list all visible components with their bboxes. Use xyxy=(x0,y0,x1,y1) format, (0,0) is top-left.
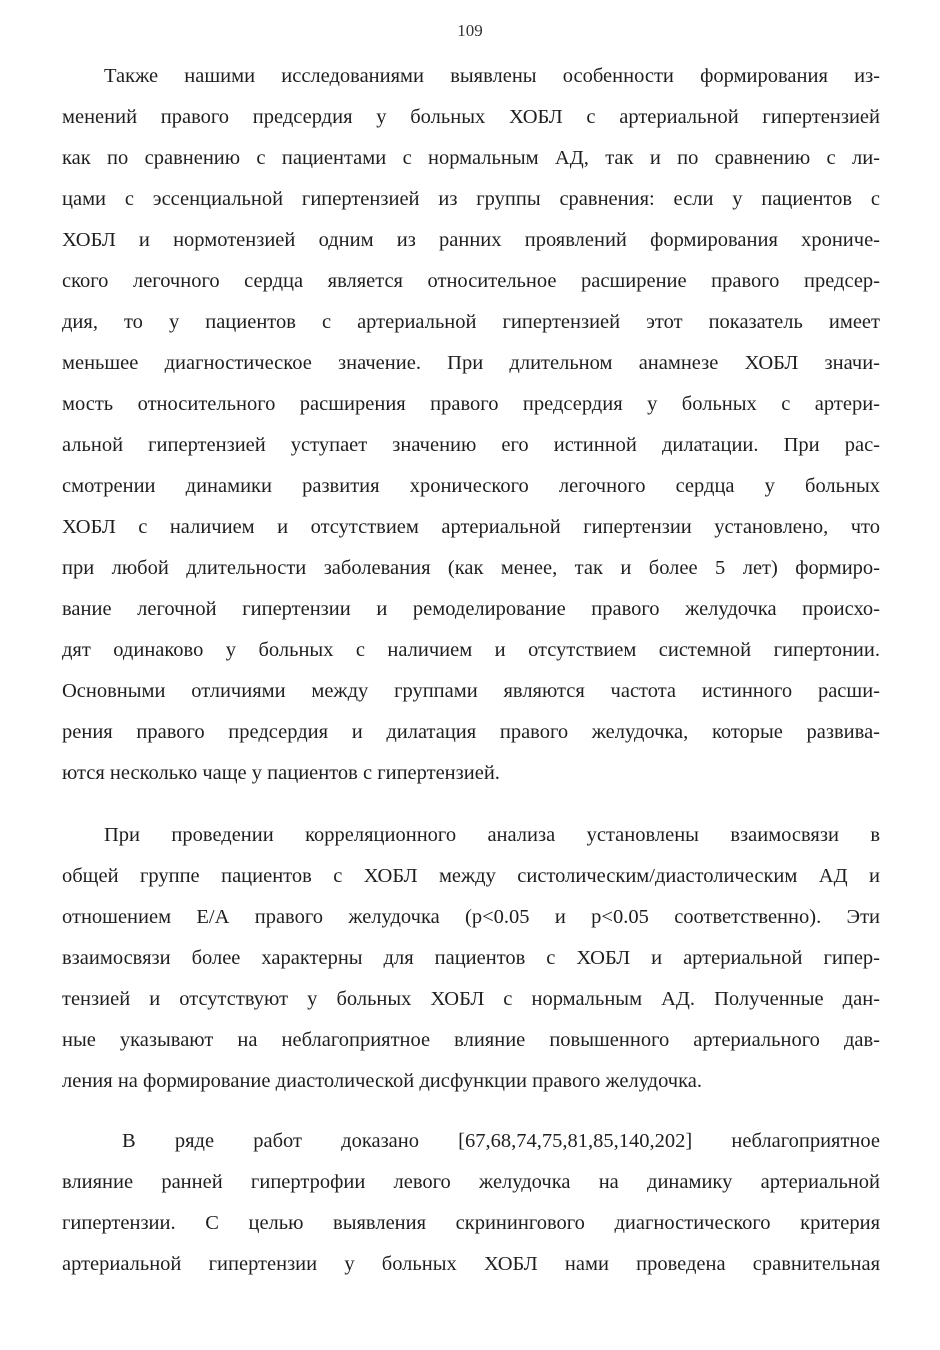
page-number: 109 xyxy=(457,21,483,40)
text-line: гипертензии. С целью выявления скринингового диагностического критерия xyxy=(62,1212,880,1234)
text-line: тензией и отсутствуют у больных ХОБЛ с нормальным АД. Полученные дан- xyxy=(62,988,880,1010)
text-line: рения правого предсердия и дилатация правого желудочка, которые развива- xyxy=(62,721,880,743)
text-line: Также нашими исследованиями выявлены особенности формирования из- xyxy=(104,65,880,87)
text-line: вание легочной гипертензии и ремоделирование правого желудочка происхо- xyxy=(62,598,880,620)
text-line: влияние ранней гипертрофии левого желудочка на динамику артериальной xyxy=(62,1171,880,1193)
text-line: ХОБЛ и нормотензией одним из ранних проявлений формирования хрониче- xyxy=(62,229,880,251)
text-line: меньшее диагностическое значение. При длительном анамнезе ХОБЛ значи- xyxy=(62,352,880,374)
paragraph-3 xyxy=(62,1121,880,1285)
text-line: В ряде работ доказано [67,68,74,75,81,85,140,202] неблагоприятное xyxy=(122,1130,880,1152)
text-line: при любой длительности заболевания (как менее, так и более 5 лет) формиро- xyxy=(62,557,880,579)
text-line: ского легочного сердца является относительное расширение правого предсер- xyxy=(62,270,880,292)
text-line: ХОБЛ с наличием и отсутствием артериальной гипертензии установлено, что xyxy=(62,516,880,538)
text-line: отношением Е/А правого желудочка (р<0.05 и р<0.05 соответственно). Эти xyxy=(62,906,880,928)
text-line: дят одинаково у больных с наличием и отсутствием системной гипертонии. xyxy=(62,639,880,661)
text-line: ные указывают на неблагоприятное влияние повышенного артериального дав- xyxy=(62,1029,880,1051)
text-line: как по сравнению с пациентами с нормальным АД, так и по сравнению с ли- xyxy=(62,147,880,169)
text-line: артериальной гипертензии у больных ХОБЛ нами проведена сравнительная xyxy=(62,1253,880,1275)
text-line: мость относительного расширения правого предсердия у больных с артери- xyxy=(62,393,880,415)
text-line: альной гипертензией уступает значению его истинной дилатации. При рас- xyxy=(62,434,880,456)
text-line: смотрении динамики развития хронического легочного сердца у больных xyxy=(62,475,880,497)
text-line: При проведении корреляционного анализа установлены взаимосвязи в xyxy=(104,824,880,846)
text-line: взаимосвязи более характерны для пациентов с ХОБЛ и артериальной гипер- xyxy=(62,947,880,969)
text-line: менений правого предсердия у больных ХОБЛ с артериальной гипертензией xyxy=(62,106,880,128)
paragraph-2 xyxy=(62,815,880,1102)
text-line: цами с эссенциальной гипертензией из группы сравнения: если у пациентов с xyxy=(62,188,880,210)
text-line: Основными отличиями между группами являются частота истинного расши- xyxy=(62,680,880,702)
paragraph-1 xyxy=(62,56,880,794)
text-line: ются несколько чаще у пациентов с гипертензией. xyxy=(62,762,500,784)
text-line: общей группе пациентов с ХОБЛ между систолическим/диастолическим АД и xyxy=(62,865,880,887)
text-line: дия, то у пациентов с артериальной гипертензией этот показатель имеет xyxy=(62,311,880,333)
text-line: ления на формирование диастолической дисфункции правого желудочка. xyxy=(62,1070,702,1092)
